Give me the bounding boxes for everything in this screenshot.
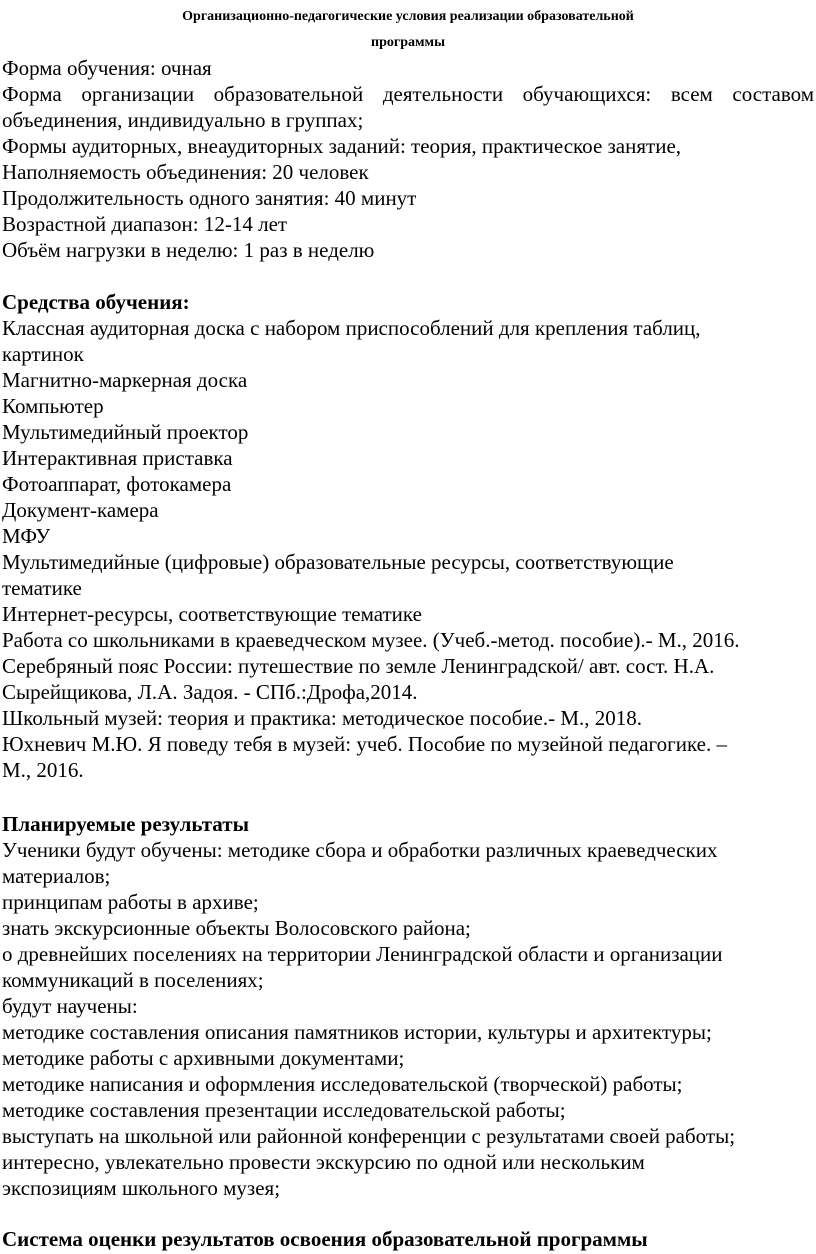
organization-form-line-1: Форма организации образовательной деятельности обучающихся: всем составом: [2, 82, 814, 106]
form-of-study: Форма обучения: очная: [2, 56, 212, 80]
means-line: Мультимедийные (цифровые) образовательные ресурсы, соответствующие: [2, 550, 674, 574]
means-line: Юхневич М.Ю. Я поведу тебя в музей: учеб. Пособие по музейной педагогике. –: [2, 732, 728, 756]
results-line: о древнейших поселениях на территории Ленинградской области и организации: [2, 942, 723, 966]
results-line: коммуникаций в поселениях;: [2, 968, 264, 992]
means-line: тематике: [2, 576, 82, 600]
means-line: Документ-камера: [2, 498, 159, 522]
means-line: картинок: [2, 342, 84, 366]
results-heading: Планируемые результаты: [2, 812, 249, 836]
results-line: Ученики будут обучены: методике сбора и обработки различных краеведческих: [2, 838, 718, 862]
document-title-line-2: программы: [371, 35, 445, 50]
means-line: Магнитно-маркерная доска: [2, 368, 248, 392]
age-range: Возрастной диапазон: 12-14 лет: [2, 212, 288, 236]
means-line: Интернет-ресурсы, соответствующие тематике: [2, 602, 422, 626]
means-line: Сырейщикова, Л.А. Задоя. - СПб.:Дрофа,2014.: [2, 680, 418, 704]
means-line: МФУ: [2, 524, 51, 548]
results-line: экспозициям школьного музея;: [2, 1176, 281, 1200]
means-line: Классная аудиторная доска с набором приспособлений для крепления таблиц,: [2, 316, 701, 340]
results-line: будут научены:: [2, 994, 138, 1018]
assessment-heading: Система оценки результатов освоения образовательной программы: [2, 1227, 648, 1251]
organization-form-line-2: объединения, индивидуально в группах;: [2, 108, 364, 132]
means-heading: Средства обучения:: [2, 290, 190, 314]
results-line: методике написания и оформления исследовательской (творческой) работы;: [2, 1072, 683, 1096]
results-line: принципам работы в архиве;: [2, 890, 259, 914]
means-line: Мультимедийный проектор: [2, 420, 249, 444]
document-title-line-1: Организационно-педагогические условия реализации образовательной: [182, 9, 634, 24]
results-line: интересно, увлекательно провести экскурсию по одной или нескольким: [2, 1150, 645, 1174]
results-line: выступать на школьной или районной конференции с результатами своей работы;: [2, 1124, 736, 1148]
means-line: Фотоаппарат, фотокамера: [2, 472, 232, 496]
means-line: Серебряный пояс России: путешествие по земле Ленинградской/ авт. сост. Н.А.: [2, 654, 715, 678]
group-occupancy: Наполняемость объединения: 20 человек: [2, 160, 369, 184]
results-line: методике работы с архивными документами;: [2, 1046, 405, 1070]
results-line: методике составления описания памятников истории, культуры и архитектуры;: [2, 1020, 712, 1044]
task-forms: Формы аудиторных, внеаудиторных заданий: теория, практическое занятие,: [2, 134, 682, 158]
means-line: Работа со школьниками в краеведческом музее. (Учеб.-метод. пособие).- М., 2016.: [2, 628, 740, 652]
weekly-load: Объём нагрузки в неделю: 1 раз в неделю: [2, 238, 375, 262]
results-line: материалов;: [2, 864, 111, 888]
means-line: Компьютер: [2, 394, 104, 418]
results-line: знать экскурсионные объекты Волосовского района;: [2, 916, 471, 940]
lesson-duration: Продолжительность одного занятия: 40 минут: [2, 186, 417, 210]
means-line: Интерактивная приставка: [2, 446, 233, 470]
means-line: М., 2016.: [2, 758, 84, 782]
results-line: методике составления презентации исследовательской работы;: [2, 1098, 566, 1122]
means-line: Школьный музей: теория и практика: методическое пособие.- М., 2018.: [2, 706, 642, 730]
